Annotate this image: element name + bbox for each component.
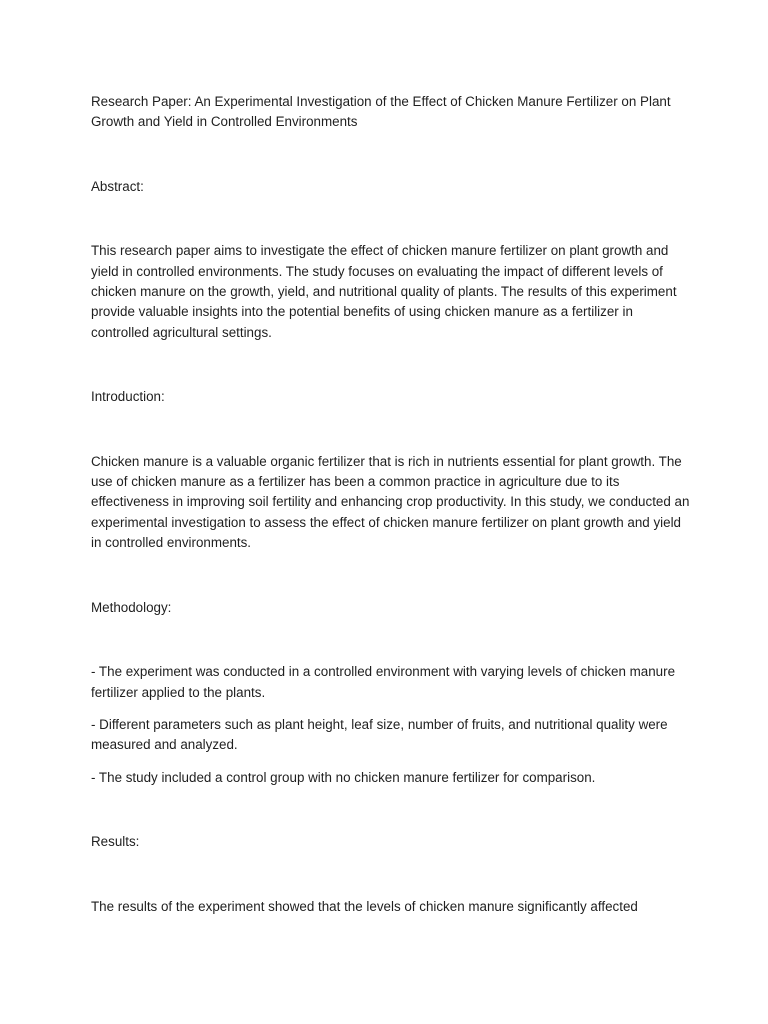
results-text: The results of the experiment showed that the levels of chicken manure significantly affected — [91, 898, 638, 914]
methodology-item: - Different parameters such as plant height, leaf size, number of fruits, and nutritional quality were measured and analyzed. — [91, 716, 668, 753]
document-title: Research Paper: An Experimental Investigation of the Effect of Chicken Manure Fertilizer on Plant Growth and Yield in Controlled Environments — [91, 94, 671, 130]
abstract-heading: Abstract: — [91, 178, 144, 194]
introduction-text: Chicken manure is a valuable organic fertilizer that is rich in nutrients essential for plant growth. The use of chicken manure as a fertilizer has been a common practice in agriculture due to its effectiveness in improving soil fertility and enhancing crop productivity. In this study, we conducted an experimental investigation to assess the effect of chicken manure fertilizer on plant growth and yield in controlled environments. — [91, 453, 690, 551]
introduction-heading: Introduction: — [91, 389, 165, 405]
methodology-item: - The experiment was conducted in a controlled environment with varying levels of chicken manure fertilizer applied to the plants. — [91, 664, 676, 700]
document-page — [91, 92, 691, 961]
abstract-text: This research paper aims to investigate the effect of chicken manure fertilizer on plant growth and yield in controlled environments. The study focuses on evaluating the impact of different levels of chicken manure on the growth, yield, and nutritional quality of plants. The results of this experiment provide valuable insights into the potential benefits of using chicken manure as a fertilizer in controlled agricultural settings. — [91, 243, 677, 340]
results-heading: Results: — [91, 834, 140, 850]
methodology-item: - The study included a control group with no chicken manure fertilizer for comparison. — [91, 769, 596, 785]
methodology-heading: Methodology: — [91, 599, 172, 615]
